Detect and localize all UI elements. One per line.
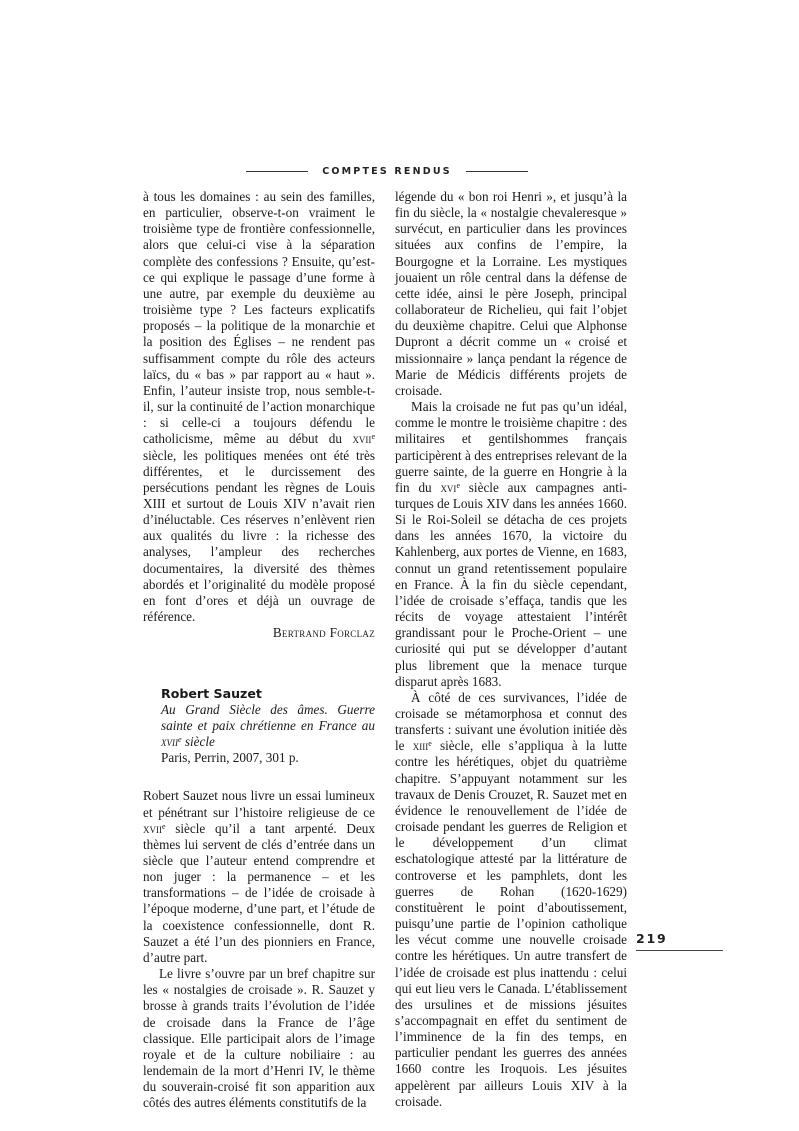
book-title-text: siècle [181,734,215,750]
text-run: siècle aux campagnes anti-turques de Louis XIV dans les années 1660. Si le Roi-Soleil se détacha de ces projets dans les années 1670, la victoire du Kahlenberg, aux portes de Vienne, en 1683, connut un grand retentissement populaire en France. À la fin du siècle cependant, l’idée de croisade s’effaça, tandis que les récits de voyage attestaient l’intérêt grandissant pour le Proche-Orient – une curiosité qui put se développer d’autant plus librement que la menace turque disparut après 1683. [395,479,627,689]
century-numeral: xiii [412,738,429,754]
century-numeral: xvii [143,820,162,836]
book-title [161,702,375,750]
book-title-text: Au Grand Siècle des âmes. Guerre sainte et paix chrétienne en France au [161,702,375,734]
superscript: e [456,480,460,490]
text-run: siècle qu’il a tant arpenté. Deux thèmes lui servent de clés d’entrée dans un siècle que l’auteur entend comprendre et non juger : la permanence – et les transformations – de l’idée de croisade à l’époque moderne, d’une part, et l’étude de la coexistence confessionnelle, dont R. Sauzet a été l’un des pionniers en France, d’autre part. [143,820,375,965]
paragraph [395,690,627,1110]
review-heading [161,686,375,766]
century-numeral: xvii [352,431,372,447]
superscript: e [178,735,182,745]
superscript: e [162,821,166,831]
running-header [246,163,528,179]
review-body [143,788,375,1111]
century-numeral: xvi [440,479,457,495]
page-number-block [636,931,723,951]
book-publisher: Paris, Perrin, 2007, 301 p. [161,750,299,766]
paragraph: légende du « bon roi Henri », et jusqu’à la fin du siècle, la « nostalgie chevaleresque » survécut, en particulier dans les provinces situées aux confins de l’empire, la Bourgogne et la Lorraine. Les mystiques jouaient un rôle central dans la défense de cette idée, ainsi le père Joseph, principal collaborateur de Richelieu, qui fait l’objet du deuxième chapitre. Celui que Alphonse Dupront a décrit comme un « croisé et missionnaire » lança pendant la régence de Marie de Médicis différents projets de croisade. [395,189,627,398]
book-author: Robert Sauzet [161,686,262,702]
header-rule-right [466,171,528,172]
text-run: siècle, elle s’appliqua à la lutte contre les hérétiques, objet du quatrième chapitre. S’appuyant notamment sur les travaux de Denis Crouzet, R. Sauzet met en évidence le renouvellement de l’idée de croisade pendant les guerres de Religion et le développement d’un climat eschatologique attesté par la littérature de controverse et les pamphlets, dont les guerres de Rohan (1620-1629) constituèrent le point d’aboutissement, puisqu’une partie de l’opinion catholique les vécut comme une nouvelle croisade contre les hérétiques. Un autre transfert de l’idée de croisade est plus inattendu : celui qui eut lieu vers le Canada. L’établissement des ursulines et de missions jésuites s’accompagnait en effet du sentiment de l’imminence de la fin des temps, en particulier pendant les guerres des années 1660 contre les Iroquois. Les jésuites appelèrent par ailleurs Louis XIV à la croisade. [395,738,627,1109]
text-run: Mais la croisade ne fut pas qu’un idéal, comme le montre le troisième chapitre : des militaires et gentilshommes français participèrent à des entreprises relevant de la guerre sainte, de la guerre en Hongrie à la fin du [395,399,627,495]
left-column [143,189,375,1112]
reviewer-signature: Bertrand Forclaz [272,625,375,641]
page-number-rule [636,950,723,951]
century-numeral: xvii [161,734,178,750]
text-run: Robert Sauzet nous livre un essai lumineux et pénétrant sur l’histoire religieuse de ce [143,788,375,820]
text-run: À côté de ces survivances, l’idée de croisade se métamorphosa et connut des transferts : suivant une évolution initiée dès le [395,689,627,754]
superscript: e [428,739,432,749]
page-number: 219 [636,931,668,946]
header-rule-left [246,171,308,172]
right-column [395,189,627,1110]
paragraph [143,788,375,966]
paragraph [395,399,627,690]
text-run: siècle, les politiques menées ont été très différentes, et le durcissement des persécutions pendant les règnes de Louis XIII et surtout de Louis XIV n’avait rien d’inéluctable. Ces réserves n’enlèvent rien aux qualités du livre : la richesse des analyses, l’ampleur des recherches documentaires, la diversité des thèmes abordés et l’originalité du modèle proposé en font d’ores et déjà un ouvrage de référence. [143,447,375,625]
paragraph [143,189,375,625]
text-run: à tous les domaines : au sein des familles, en particulier, observe-t-on vraiment le troisième type de frontière confessionnelle, alors que celui-ci vise à la séparation complète des confessions ? Ensuite, qu’est-ce qui explique le passage d’une forme à une autre, par exemple du deuxième au troisième type ? Les facteurs explicatifs proposés – la politique de la monarchie et la position des Églises – ne rendent pas suffisamment compte du rôle des acteurs laïcs, du « bas » par rapport au « haut ». Enfin, l’auteur insiste trop, nous semble-t-il, sur la continuité de l’action monarchique : si celle-ci a toujours défendu le catholicisme, même au début du [143,189,375,447]
section-title: COMPTES RENDUS [322,165,452,177]
superscript: e [371,432,375,442]
paragraph: Le livre s’ouvre par un bref chapitre sur les « nostalgies de croisade ». R. Sauzet y brosse à grands traits l’évolution de l’idée de croisade dans la France de l’âge classique. Elle participait alors de l’image royale et de la culture nobiliaire : au lendemain de la mort d’Henri IV, le thème du souverain-croisé fit son apparition aux côtés des autres éléments constitutifs de la [143,966,375,1111]
